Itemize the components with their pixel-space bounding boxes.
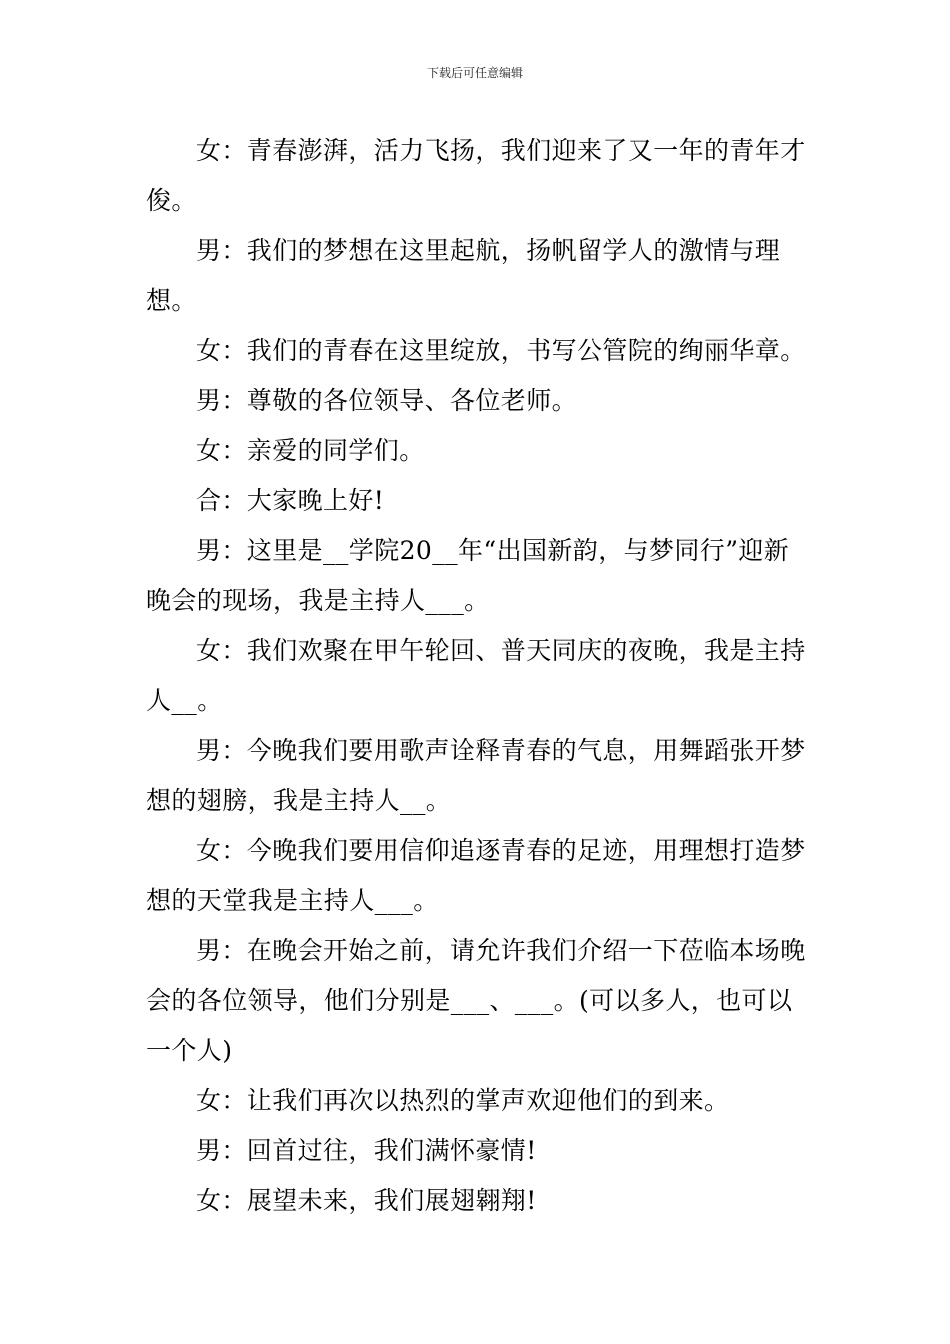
paragraph: 女：我们的青春在这里绽放，书写公管院的绚丽华章。: [196, 336, 806, 365]
paragraph: 女：青春澎湃，活力飞扬，我们迎来了又一年的青年才俊。: [146, 136, 806, 215]
paragraph: 女：亲爱的同学们。: [196, 436, 425, 465]
paragraph: 男：回首过往，我们满怀豪情!: [196, 1136, 537, 1165]
paragraph: 男：今晚我们要用歌声诠释青春的气息，用舞蹈张开梦想的翅膀，我是主持人__。: [146, 736, 806, 815]
paragraph: 男：在晚会开始之前，请允许我们介绍一下莅临本场晚会的各位领导，他们分别是___、___。(可以多人，也可以一个人): [146, 936, 806, 1065]
paragraph: 女：展望未来，我们展翅翱翔!: [196, 1186, 537, 1215]
paragraph: 女：今晚我们要用信仰追逐青春的足迹，用理想打造梦想的天堂我是主持人___。: [146, 836, 806, 915]
paragraph: 男：我们的梦想在这里起航，扬帆留学人的激情与理想。: [146, 236, 781, 315]
paragraph: 男：尊敬的各位领导、各位老师。: [196, 386, 578, 415]
document-body: [146, 126, 806, 1226]
paragraph: 男：这里是__学院20__年“出国新韵，与梦同行”迎新晚会的现场，我是主持人___。: [146, 536, 790, 615]
paragraph: 女：让我们再次以热烈的掌声欢迎他们的到来。: [196, 1086, 730, 1115]
paragraph: 合：大家晚上好!: [196, 486, 385, 515]
page-header: 下载后可任意编辑: [426, 66, 523, 80]
paragraph: 女：我们欢聚在甲午轮回、普天同庆的夜晚，我是主持人__。: [146, 636, 806, 715]
